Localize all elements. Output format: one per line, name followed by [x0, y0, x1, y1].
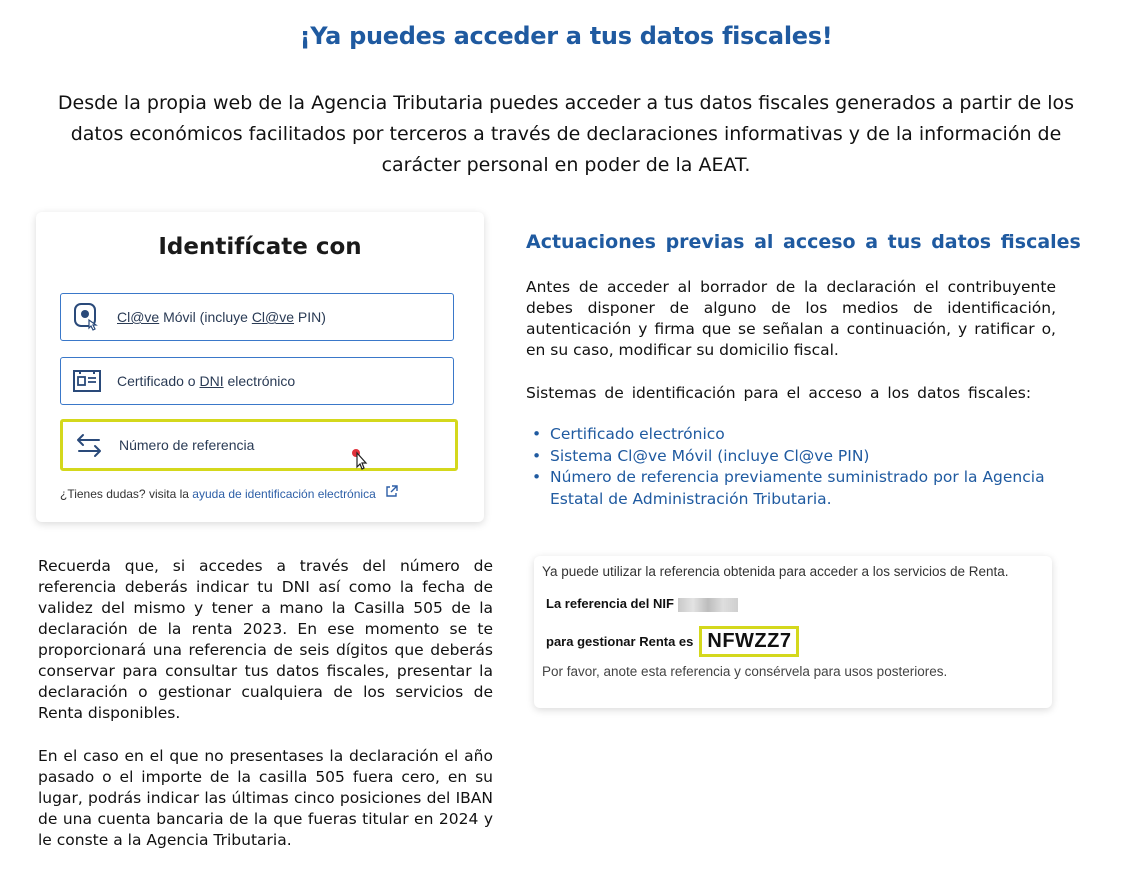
- intro-paragraph: Desde la propia web de la Agencia Tributaria puedes acceder a tus datos fiscales generados a partir de los datos económicos facilitados por terceros a través de declaraciones informativas y de la información de carácter personal en poder de la AEAT.: [57, 92, 1075, 176]
- clave-movil-label: Cl@ve Móvil (incluye Cl@ve PIN): [117, 309, 326, 325]
- list-item: • Sistema Cl@ve Móvil (incluye Cl@ve PIN): [532, 446, 1058, 468]
- numero-referencia-label: Número de referencia: [119, 437, 255, 453]
- certificado-dni-option[interactable]: [60, 357, 454, 405]
- external-link-icon: [385, 487, 398, 501]
- list-item: • Certificado electrónico: [532, 424, 1058, 446]
- cursor-icon: [351, 448, 371, 473]
- identification-systems-text: Sistemas de identificación para el acceso a los datos fiscales:: [526, 384, 1032, 402]
- help-text: ¿Tienes dudas? visita la ayuda de identificación electrónica: [60, 485, 398, 501]
- identification-card: [36, 212, 484, 522]
- identification-heading: Identifícate con: [158, 234, 362, 260]
- keep-reference-text: Por favor, anote esta referencia y consérvela para usos posteriores.: [542, 664, 948, 679]
- identification-systems-list: [532, 424, 1058, 510]
- iban-paragraph: En el caso en el que no presentases la declaración el año pasado o el importe de la casilla 505 fuera cero, en su lugar, podrás indicar las últimas cinco posiciones del IBAN de una cuenta bancaria de la que fueras titular en 2024 y le conste a la Agencia Tributaria.: [38, 747, 493, 849]
- reference-info-text: Ya puede utilizar la referencia obtenida para acceder a los servicios de Renta.: [542, 564, 1009, 579]
- certificate-icon: [71, 366, 103, 396]
- help-link[interactable]: ayuda de identificación electrónica: [192, 487, 376, 501]
- reminder-paragraph: Recuerda que, si accedes a través del número de referencia deberás indicar tu DNI así como la fecha de validez del mismo y tener a mano la Casilla 505 de la declaración de la renta 2023. En ese momento se te proporcionará una referencia de seis dígitos que deberás conservar para consultar tus datos fiscales, presentar la declaración o gestionar cualquiera de los servicios de Renta disponibles.: [38, 557, 493, 722]
- manage-renta-label: para gestionar Renta es NFWZZ7: [546, 626, 799, 657]
- certificado-dni-label: Certificado o DNI electrónico: [117, 373, 296, 389]
- actions-paragraph: Antes de acceder al borrador de la declaración el contribuyente debes disponer de alguno de los medios de identificación, autenticación y firma que se señalan a continuación, y ratificar o, en su caso, modificar su domicilio fiscal.: [526, 278, 1056, 359]
- list-item: • Número de referencia previamente suministrado por la Agencia Estatal de Administración Tributaria.: [532, 467, 1058, 510]
- numero-referencia-option[interactable]: [60, 419, 458, 471]
- blurred-nif: [678, 598, 738, 612]
- nif-label: La referencia del NIF: [546, 596, 738, 612]
- reference-code: NFWZZ7: [699, 626, 799, 657]
- page-title: ¡Ya puedes acceder a tus datos fiscales!: [299, 22, 833, 50]
- clave-movil-option[interactable]: [60, 293, 454, 341]
- reference-card: [534, 556, 1052, 708]
- mobile-key-icon: [71, 302, 103, 332]
- swap-arrows-icon: [73, 430, 105, 460]
- actions-title: Actuaciones previas al acceso a tus datos fiscales: [526, 231, 1081, 253]
